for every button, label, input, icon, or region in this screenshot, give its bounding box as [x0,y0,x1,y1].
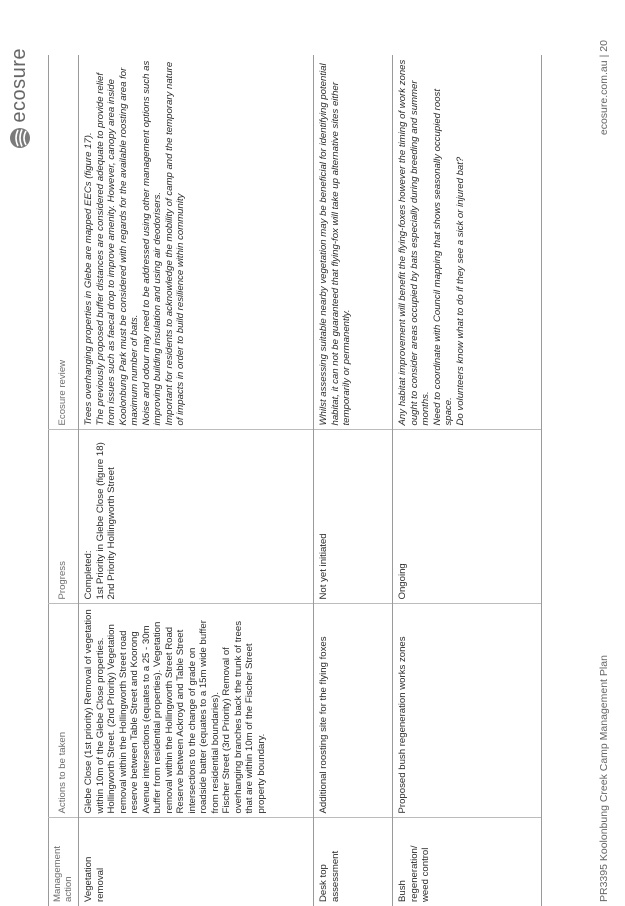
progress-line: Ongoing [397,563,408,600]
review-paragraph: Important for residents to acknowledge the mobility of camp and the temporary nature of impacts in order to build resilience within community [163,61,186,426]
action-paragraph: Proposed bush regeneration works zones [397,636,408,814]
logo-wordmark: ecosure [8,48,30,123]
page-number: 20 [598,40,610,52]
cell-ecosure-review [79,55,314,430]
header-actions-taken: Actions to be taken [48,604,79,818]
cell-management-action: Desk top assessment [314,818,393,906]
cell-actions-taken [393,604,542,818]
footer-page-info [598,40,610,135]
management-table [48,55,542,906]
table-header-row [48,55,79,906]
progress-line: 1st Priority in Glebe Close (figure 18) [94,442,106,600]
footer-separator: | [598,54,610,58]
review-paragraph: Trees overhanging properties in Glebe are mapped EECs (figure 17). [83,132,94,426]
ecosure-globe-icon [9,127,31,149]
review-paragraph: Any habitat improvement will benefit the flying-foxes however the timing of work zones ought to consider areas occupied by bats especially during breeding and summer months. [397,59,431,426]
progress-line: Not yet initiated [318,533,329,600]
footer-document-title: PR3395 Koolonbung Creek Camp Management Plan [598,655,610,902]
cell-management-action: Vegetation removal [79,818,314,906]
progress-line: Completed: [83,550,94,600]
table-row [79,55,314,906]
action-paragraph: Hollingworth Street. (2nd Priority) Vegetation removal within the Hollingworth Street road reserve between Table Street and Koorong Avenue intersections (equates to a 25 - 30m buffer from residential properties). Vegetation removal within the Hollingworth Street Road Reserve between Ackroyd and Table Street intersections to the change of grade on roadside batter (equates to a 15m wide buffer from residential boundaries). [106,620,221,814]
table-row [393,55,542,906]
action-paragraph: Glebe Close (1st priority) Removal of vegetation within 10m of the Glebe Close properties. [83,609,106,814]
cell-progress [314,430,393,604]
ecosure-logo [8,48,31,149]
cell-actions-taken [314,604,393,818]
action-paragraph: Fischer Street (3rd Priority) Removal of overhanging branches back the trunk of trees that are within 10m of the Fischer Street property boundary. [221,620,267,814]
header-management-action: Management action [48,818,79,906]
review-paragraph: Whilst assessing suitable nearby vegetation may be beneficial for identifying potential habitat, it can not be guaranteed that flying-fox will take up alternative sites either temporarily or permanently. [318,63,352,426]
review-paragraph: Need to coordinate with Council mapping that shows seasonally occupied roost space. [431,88,454,426]
action-paragraph: Additional roosting site for the flying foxes [318,636,329,814]
cell-progress [79,430,314,604]
cell-ecosure-review [393,55,542,430]
footer-website: ecosure.com.au [598,60,610,136]
cell-actions-taken [79,604,314,818]
table-row [314,55,393,906]
cell-management-action: Bush regeneration/ weed control [393,818,542,906]
review-paragraph: The previously proposed buffer distances are considered adequate to provide relief from issues such as faecal drop to improve amenity. However, canopy area inside Koolonbung Park must be considered with regards for the available roosting area for maximum number of bats. [94,67,140,426]
header-progress: Progress [48,430,79,604]
review-paragraph: Do volunteers know what to do if they see a sick or injured bat? [454,156,466,426]
review-paragraph: Noise and odour may need to be addressed using other management options such as improving building insulation and using air deodorisers. [140,60,163,426]
cell-ecosure-review [314,55,393,430]
cell-progress [393,430,542,604]
header-ecosure-review: Ecosure review [48,55,79,430]
progress-line: 2nd Priority Hollingworth Street [106,467,117,600]
